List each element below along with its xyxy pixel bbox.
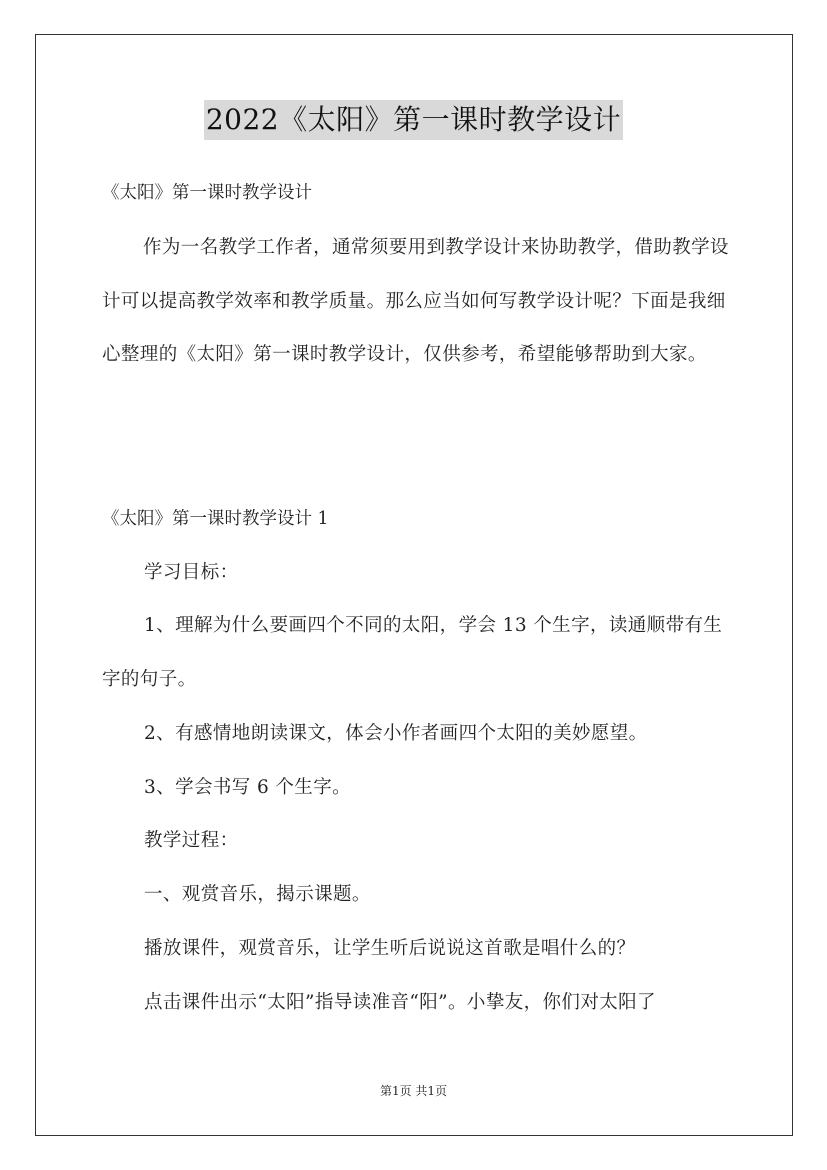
goals-label: 学习目标： [144, 562, 239, 583]
goal-item-3: 3、学会书写 6 个生字。 [144, 777, 352, 798]
title-container [0, 100, 827, 140]
intro-heading: 《太阳》第一课时教学设计 [102, 183, 312, 203]
goal-item-1: 1、理解为什么要画四个不同的太阳，学会 13 个生字，读通顺带有生字的句子。 [102, 615, 723, 690]
step-1-more: 点击课件出示“太阳”指导读准音“阳”。小挚友，你们对太阳了 [144, 992, 656, 1013]
goal-item-2: 2、有感情地朗读课文，体会小作者画四个太阳的美妙愿望。 [144, 723, 648, 744]
page-footer [0, 1083, 827, 1099]
step-1-heading: 一、观赏音乐，揭示课题。 [144, 884, 371, 905]
step-1-detail: 播放课件，观赏音乐，让学生听后说说这首歌是唱什么的？ [144, 938, 636, 959]
process-label: 教学过程： [144, 830, 239, 851]
document-title: 2022《太阳》第一课时教学设计 [204, 100, 623, 140]
page-number: 第1页 共1页 [379, 1084, 448, 1098]
intro-paragraph: 作为一名教学工作者，通常须要用到教学设计来协助教学，借助教学设计可以提高教学效率和教学质量。那么应当如何写教学设计呢？下面是我细心整理的《太阳》第一课时教学设计，仅供参考，希望能够帮助到大家。 [102, 237, 729, 365]
section-heading: 《太阳》第一课时教学设计 1 [102, 509, 329, 529]
